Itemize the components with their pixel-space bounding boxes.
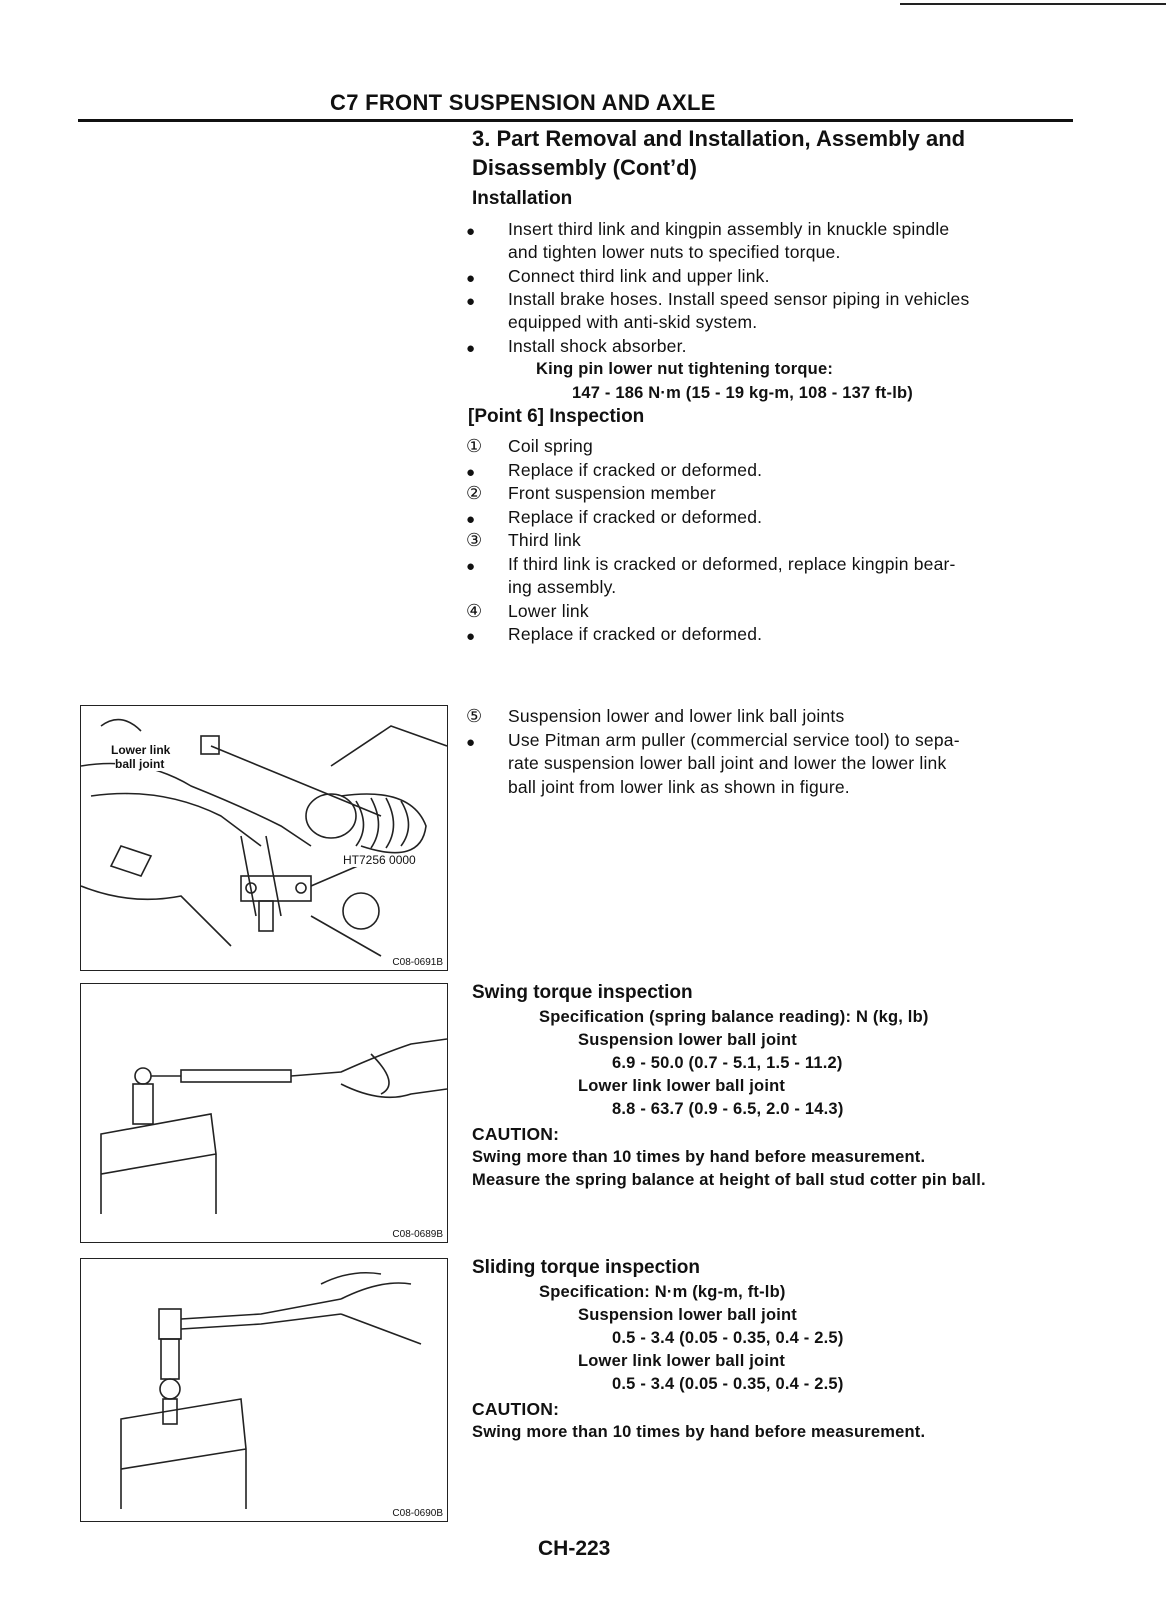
circled-number-icon: ③ — [466, 530, 483, 550]
sliding-spec: Specification: N·m (kg-m, ft-lb) — [539, 1283, 786, 1301]
label-ball-joint: ball joint — [115, 757, 165, 771]
bullet-icon: ● — [466, 733, 476, 751]
circled-number-icon: ② — [466, 483, 483, 503]
inspection-heading: [Point 6] Inspection — [468, 406, 645, 427]
spring-balance-illustration — [81, 984, 447, 1242]
section-header: C7 FRONT SUSPENSION AND AXLE — [330, 90, 716, 115]
circled-number-icon: ⑤ — [466, 706, 483, 726]
inspection-line: Replace if cracked or deformed. — [508, 506, 763, 527]
sliding-caution: CAUTION: — [472, 1399, 560, 1419]
bullet-icon: ● — [466, 340, 476, 357]
bullet-icon: ● — [466, 510, 476, 528]
inspection-line: If third link is cracked or deformed, replace kingpin bear- — [508, 553, 956, 574]
figure-code: C08-0691B — [392, 957, 443, 968]
sliding-sub2: Lower link lower ball joint — [578, 1352, 786, 1370]
inspection-line: ing assembly. — [508, 577, 617, 597]
figure-ball-joint-puller — [80, 705, 448, 971]
bullet-icon: ● — [466, 557, 476, 575]
swing-caution-line: Swing more than 10 times by hand before measurement. — [472, 1148, 926, 1166]
swing-sub1: Suspension lower ball joint — [578, 1031, 798, 1049]
label-tool-number: HT7256 0000 — [343, 853, 416, 867]
figure-sliding-torque — [80, 1258, 448, 1522]
figure-code: C08-0689B — [392, 1229, 443, 1240]
install-line: Connect third link and upper link. — [508, 266, 770, 286]
inspection-line: Third link — [508, 530, 581, 550]
inspection-line: Use Pitman arm puller (commercial service tool) to sepa- — [508, 729, 960, 750]
bullet-icon: ● — [466, 628, 476, 645]
title-line: Disassembly (Cont’d) — [472, 155, 697, 180]
inspection-line: Coil spring — [508, 436, 593, 456]
swing-val2: 8.8 - 63.7 (0.9 - 6.5, 2.0 - 14.3) — [612, 1100, 844, 1118]
header-rule — [78, 119, 1073, 122]
bullet-icon: ● — [466, 293, 476, 310]
bullet-icon: ● — [466, 463, 476, 481]
inspection-line: Suspension lower and lower link ball joints — [508, 706, 845, 726]
install-line: Insert third link and kingpin assembly in knuckle spindle — [508, 219, 950, 239]
inspection-line: rate suspension lower ball joint and lower the lower link — [508, 753, 947, 773]
swing-heading: Swing torque inspection — [472, 982, 693, 1003]
torque-label: King pin lower nut tightening torque: — [536, 360, 834, 378]
swing-caution: CAUTION: — [472, 1124, 560, 1144]
sliding-val2: 0.5 - 3.4 (0.05 - 0.35, 0.4 - 2.5) — [612, 1375, 844, 1393]
bullet-icon: ● — [466, 270, 476, 287]
inspection-line: Lower link — [508, 600, 589, 621]
install-line: equipped with anti-skid system. — [508, 312, 758, 332]
install-line: Install brake hoses. Install speed sensor piping in vehicles — [508, 289, 970, 309]
sliding-val1: 0.5 - 3.4 (0.05 - 0.35, 0.4 - 2.5) — [612, 1329, 844, 1347]
sliding-heading: Sliding torque inspection — [472, 1257, 700, 1278]
inspection-line: ball joint from lower link as shown in figure. — [508, 776, 850, 797]
install-line: Install shock absorber. — [508, 336, 687, 356]
torque-value: 147 - 186 N·m (15 - 19 kg-m, 108 - 137 ft-lb) — [572, 384, 913, 402]
bullet-icon: ● — [466, 223, 476, 240]
page-number: CH-223 — [538, 1537, 611, 1560]
swing-caution-line: Measure the spring balance at height of ball stud cotter pin ball. — [472, 1171, 986, 1189]
swing-spec: Specification (spring balance reading): N (kg, lb) — [539, 1008, 929, 1026]
swing-val1: 6.9 - 50.0 (0.7 - 5.1, 1.5 - 11.2) — [612, 1054, 843, 1072]
circled-number-icon: ① — [466, 436, 483, 456]
figure-swing-torque — [80, 983, 448, 1243]
title-line: 3. Part Removal and Installation, Assembly and — [472, 126, 966, 151]
installation-heading: Installation — [472, 188, 573, 209]
swing-sub2: Lower link lower ball joint — [578, 1077, 786, 1095]
page-title — [472, 124, 965, 182]
sliding-caution-line: Swing more than 10 times by hand before measurement. — [472, 1423, 926, 1441]
inspection-line: Replace if cracked or deformed. — [508, 624, 763, 644]
torque-wrench-illustration — [81, 1259, 447, 1521]
sliding-sub1: Suspension lower ball joint — [578, 1306, 798, 1324]
top-edge-line — [900, 3, 1166, 5]
inspection-line: Front suspension member — [508, 483, 716, 503]
install-line: and tighten lower nuts to specified torque. — [508, 242, 841, 262]
label-lower-link: Lower link — [111, 743, 171, 757]
inspection-line: Replace if cracked or deformed. — [508, 459, 763, 480]
figure-code: C08-0690B — [392, 1508, 443, 1519]
circled-number-icon: ④ — [466, 600, 483, 621]
